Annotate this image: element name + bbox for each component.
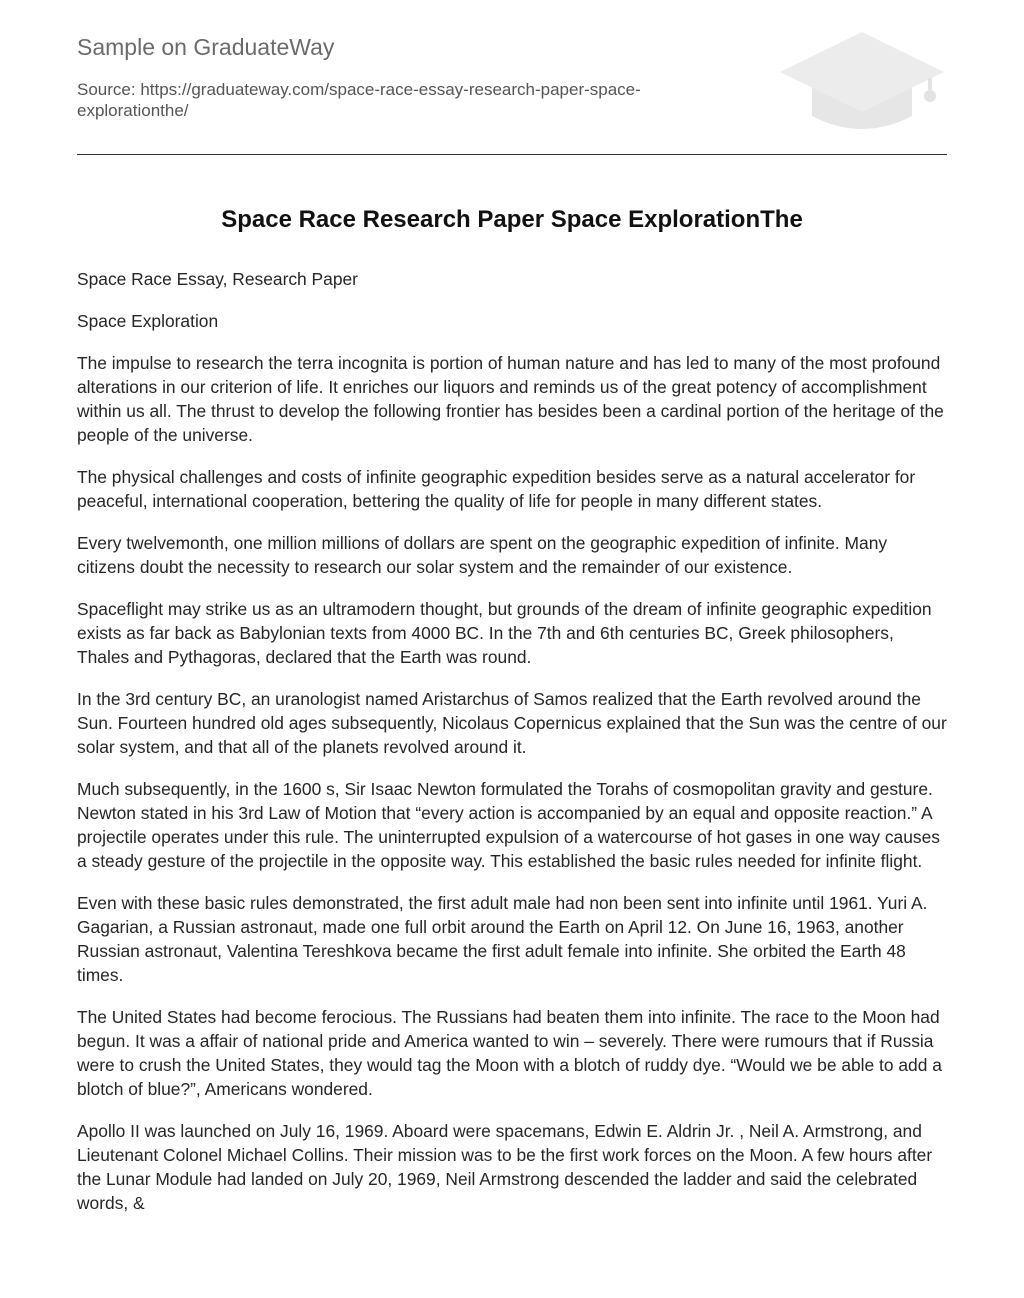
paragraph: Spaceflight may strike us as an ultramodern thought, but grounds of the dream of infinite geographic expedition exists as far back as Babylonian texts from 4000 BC. In the 7th and 6th centuries BC, Greek philosophers, Thales and Pythagoras, declared that the Earth was round. bbox=[77, 599, 932, 667]
brand-name: Sample on GraduateWay bbox=[77, 34, 335, 60]
source-label: Source: bbox=[77, 80, 136, 99]
paragraph: Space Exploration bbox=[77, 311, 219, 331]
paragraph: The physical challenges and costs of infinite geographic expedition besides serve as a natural accelerator for peaceful, international cooperation, bettering the quality of life for people in many different states. bbox=[77, 467, 916, 511]
paragraph: The impulse to research the terra incognita is portion of human nature and has led to many of the most profound alterations in our criterion of life. It enriches our liquors and reminds us of the great potency of accomplishment within us all. The thrust to develop the following frontier has besides been a cardinal portion of the heritage of the people of the universe. bbox=[77, 353, 944, 445]
document-title: Space Race Research Paper Space ExplorationThe bbox=[221, 206, 803, 233]
graduation-cap-icon bbox=[780, 30, 946, 134]
paragraph: Every twelvemonth, one million millions of dollars are spent on the geographic expedition of infinite. Many citizens doubt the necessity to research our solar system and the remainder of our existence. bbox=[77, 533, 888, 577]
paragraph: Apollo II was launched on July 16, 1969. Aboard were spacemans, Edwin E. Aldrin Jr. , Neil A. Armstrong, and Lieutenant Colonel Michael Collins. Their mission was to be the first work forces on the Moon. A few hours after the Lunar Module had landed on July 20, 1969, Neil Armstrong descended the ladder and said the celebrated words, & bbox=[77, 1121, 933, 1213]
paragraph: The United States had become ferocious. The Russians had beaten them into infinite. The race to the Moon had begun. It was a affair of national pride and America wanted to win – severely. There were rumours that if Russia were to crush the United States, they would tag the Moon with a blotch of ruddy dye. “Would we be able to add a blotch of blue?”, Americans wondered. bbox=[77, 1007, 942, 1099]
paragraph: In the 3rd century BC, an uranologist named Aristarchus of Samos realized that the Earth revolved around the Sun. Fourteen hundred old ages subsequently, Nicolaus Copernicus explained that the Sun was the centre of our solar system, and that all of the planets revolved around it. bbox=[77, 689, 947, 757]
source-line bbox=[77, 79, 737, 121]
document-page bbox=[77, 0, 947, 1213]
paragraph: Much subsequently, in the 1600 s, Sir Isaac Newton formulated the Torahs of cosmopolitan gravity and gesture. Newton stated in his 3rd Law of Motion that “every action is accompanied by an equal and opposite reaction.” A projectile operates under this rule. The uninterrupted expulsion of a watercourse of hot gases in one way causes a steady gesture of the projectile in the opposite way. This established the basic rules needed for infinite flight. bbox=[77, 779, 940, 871]
document-body bbox=[77, 267, 947, 1233]
page-header bbox=[77, 0, 947, 156]
source-link[interactable]: https://graduateway.com/space-race-essay-research-paper-space-explorationthe/ bbox=[77, 80, 641, 120]
paragraph: Even with these basic rules demonstrated, the first adult male had non been sent into infinite until 1961. Yuri A. Gagarian, a Russian astronaut, made one full orbit around the Earth on April 12. On June 16, 1963, another Russian astronaut, Valentina Tereshkova became the first adult female into infinite. She orbited the Earth 48 times. bbox=[77, 893, 928, 985]
header-divider bbox=[77, 154, 947, 155]
paragraph: Space Race Essay, Research Paper bbox=[77, 269, 358, 289]
